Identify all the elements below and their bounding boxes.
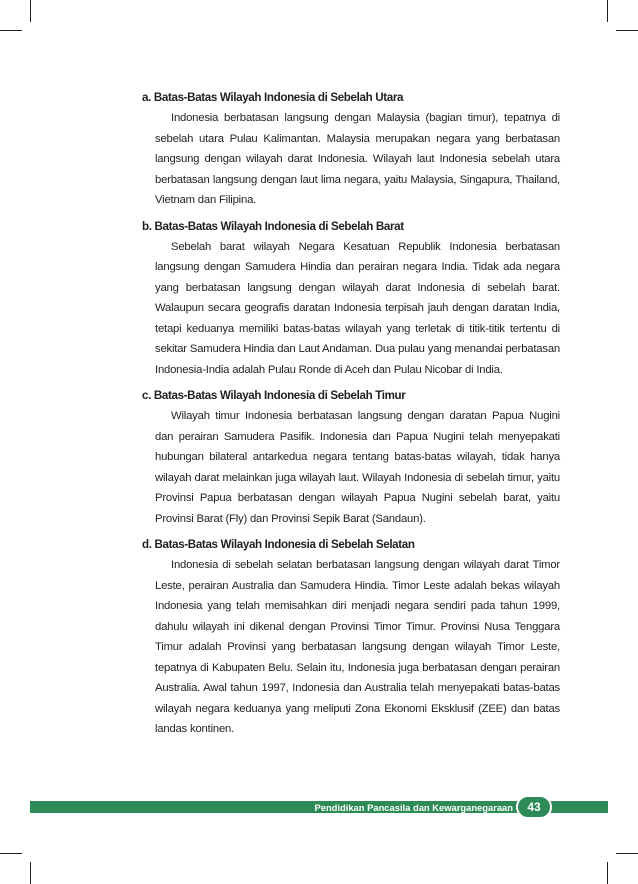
crop-mark xyxy=(607,0,608,22)
crop-mark xyxy=(616,30,638,31)
crop-mark xyxy=(30,0,31,22)
section-north xyxy=(142,88,560,211)
section-south xyxy=(142,535,560,740)
page-footer xyxy=(0,795,638,819)
section-heading: d. Batas-Batas Wilayah Indonesia di Sebelah Selatan xyxy=(142,538,415,551)
section-west xyxy=(142,217,560,381)
crop-mark xyxy=(30,862,31,884)
section-east xyxy=(142,386,560,529)
section-heading: b. Batas-Batas Wilayah Indonesia di Sebelah Barat xyxy=(142,219,404,233)
section-heading: a. Batas-Batas Wilayah Indonesia di Sebelah Utara xyxy=(142,91,404,104)
crop-mark xyxy=(0,30,22,31)
section-body: Indonesia di sebelah selatan berbatasan langsung dengan wilayah darat Timor Leste, perairan Australia dan Samudera Hindia. Timor Leste adalah bekas wilayah Indonesia yang telah memisahkan diri menjadi negara sendiri pada tahun 1999, dahulu wilayah ini dikenal dengan Provinsi Timor Timur. Provinsi Nusa Tenggara Timur adalah Provinsi yang berbatasan langsung dengan wilayah Timor Leste, tepatnya di Kabupaten Belu. Selain itu, Indonesia juga berbatasan dengan perairan Australia. Awal tahun 1997, Indonesia dan Australia telah menyepakati batas-batas wilayah negara keduanya yang meliputi Zona Ekonomi Eksklusif (ZEE) dan batas landas kontinen. xyxy=(155,559,560,735)
section-heading: c. Batas-Batas Wilayah Indonesia di Sebelah Timur xyxy=(142,389,406,402)
crop-mark xyxy=(0,853,22,854)
section-body: Sebelah barat wilayah Negara Kesatuan Republik Indonesia berbatasan langsung dengan Samudera Hindia dan perairan negara India. Tidak ada negara yang berbatasan langsung dengan wilayah darat Indonesia di sebelah barat. Walaupun secara geografis daratan Indonesia terpisah jauh dengan daratan India, tetapi keduanya memiliki batas-batas wilayah yang terletak di titik-titik tertentu di sekitar Samudera Hindia dan Laut Andaman. Dua pulau yang menandai perbatasan Indonesia-India adalah Pulau Ronde di Aceh dan Pulau Nicobar di India. xyxy=(155,240,560,376)
page-content xyxy=(142,88,560,746)
page-number: 43 xyxy=(516,795,552,819)
book-title: Pendidikan Pancasila dan Kewarganegaraan xyxy=(314,802,513,813)
section-body: Indonesia berbatasan langsung dengan Malaysia (bagian timur), tepatnya di sebelah utara Pulau Kalimantan. Malaysia merupakan negara yang berbatasan langsung dengan wilayah darat Indonesia. Wilayah laut Indonesia sebelah utara berbatasan langsung dengan laut lima negara, yaitu Malaysia, Singapura, Thailand, Vietnam dan Filipina. xyxy=(155,112,560,206)
section-body: Wilayah timur Indonesia berbatasan langsung dengan daratan Papua Nugini dan perairan Samudera Pasifik. Indonesia dan Papua Nugini telah menyepakati hubungan bilateral antarkedua negara tentang batas-batas wilayah, tidak hanya wilayah darat melainkan juga wilayah laut. Wilayah Indonesia di sebelah timur, yaitu Provinsi Papua berbatasan dengan wilayah Papua Nugini sebelah barat, yaitu Provinsi Barat (Fly) dan Provinsi Sepik Barat (Sandaun). xyxy=(155,410,560,525)
crop-mark xyxy=(607,862,608,884)
crop-mark xyxy=(616,853,638,854)
